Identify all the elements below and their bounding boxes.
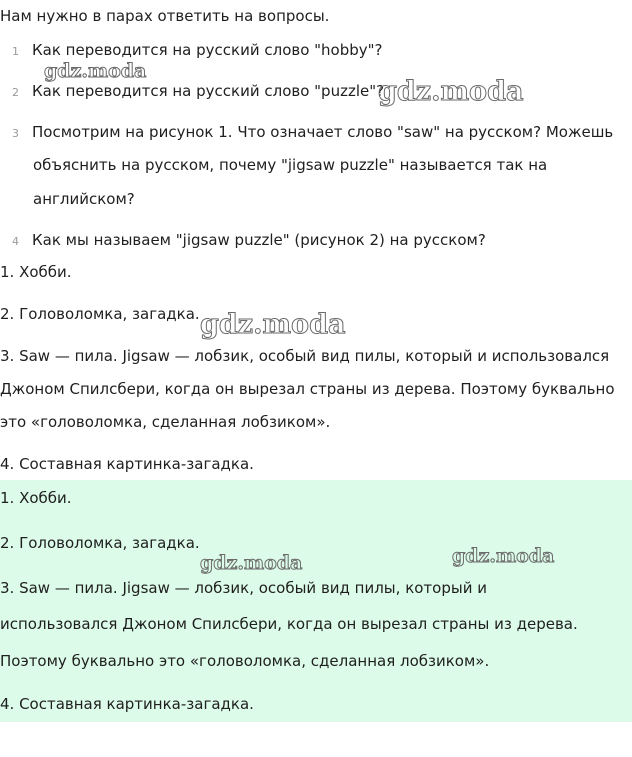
answer-1: 1. Хобби. — [0, 489, 72, 507]
question-text: Как переводится на русский слово "puzzle"? — [32, 82, 385, 100]
question-number: 4 — [12, 235, 19, 248]
question-item — [12, 81, 384, 103]
question-number: 2 — [12, 86, 19, 99]
watermark-logo: gdz.moda — [452, 545, 555, 567]
intro-text: Нам нужно в парах ответить на вопросы. — [0, 7, 330, 25]
answer-3-line: Джоном Спилсбери, когда он вырезал страны из дерева. Поэтому буквально — [0, 380, 615, 398]
answer-4: 4. Составная картинка-загадка. — [0, 455, 254, 473]
question-item — [12, 40, 383, 62]
answer-2: 2. Головоломка, загадка. — [0, 534, 200, 552]
highlighted-answer-block — [0, 480, 632, 722]
answer-3-line: Поэтому буквально это «головоломка, сделанная лобзиком». — [0, 652, 490, 670]
question-text: Как переводится на русский слово "hobby"? — [32, 41, 383, 59]
answer-2: 2. Головоломка, загадка. — [0, 305, 200, 323]
question-text: Как мы называем "jigsaw puzzle" (рисунок 2) на русском? — [32, 231, 486, 249]
question-item — [12, 230, 486, 252]
answer-3-line: 3. Saw — пила. Jigsaw — лобзик, особый вид пилы, который и — [0, 579, 487, 597]
answer-3-line: 3. Saw — пила. Jigsaw — лобзик, особый вид пилы, который и использовался — [0, 347, 610, 365]
question-text-continued: английском? — [33, 190, 135, 208]
watermark-logo: gdz.moda — [200, 309, 346, 340]
question-number: 3 — [12, 127, 19, 140]
watermark-logo: gdz.moda — [44, 60, 147, 82]
answer-4: 4. Составная картинка-загадка. — [0, 695, 254, 713]
watermark-logo: gdz.moda — [378, 76, 524, 107]
watermark-logo: gdz.moda — [200, 552, 303, 574]
question-number: 1 — [12, 45, 19, 58]
answer-3-line: использовался Джоном Спилсбери, когда он вырезал страны из дерева. — [0, 615, 578, 633]
answer-1: 1. Хобби. — [0, 263, 72, 281]
question-item — [12, 122, 613, 144]
answer-3-line: это «головоломка, сделанная лобзиком». — [0, 413, 331, 431]
question-text: Посмотрим на рисунок 1. Что означает слово "saw" на русском? Можешь — [32, 123, 614, 141]
question-text-continued: объяснить на русском, почему "jigsaw puzzle" называется так на — [33, 156, 548, 174]
